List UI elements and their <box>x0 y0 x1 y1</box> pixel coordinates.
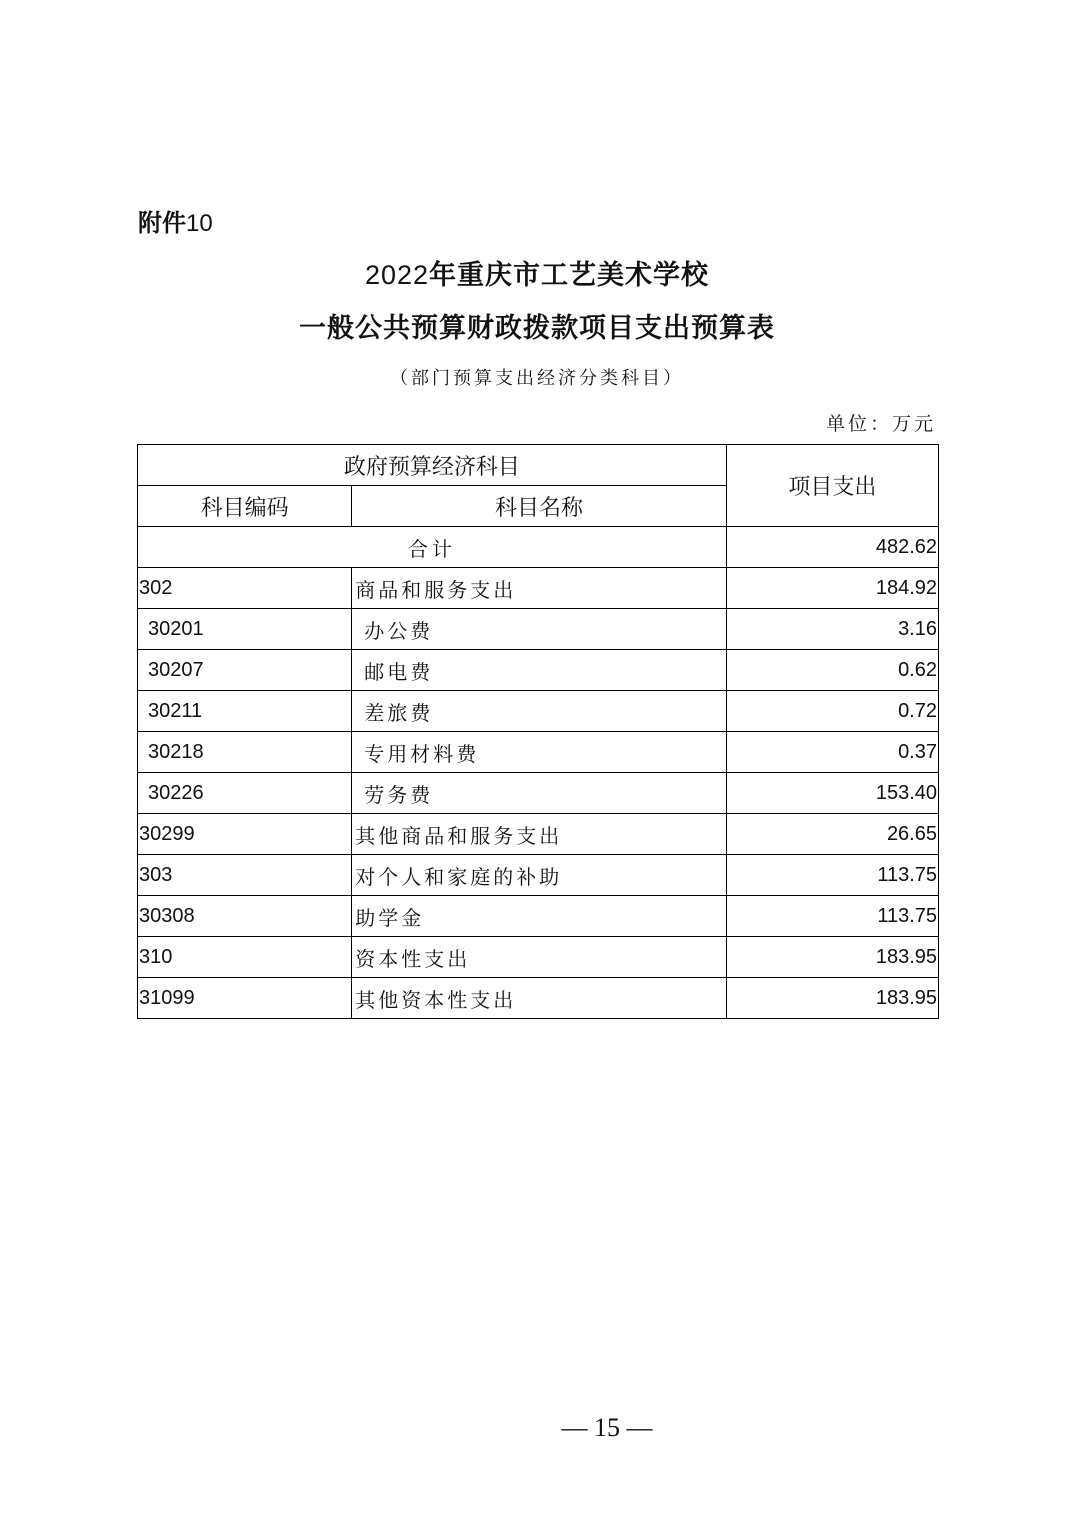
row-amount: 153.40 <box>726 773 938 814</box>
attachment-label <box>138 203 213 238</box>
row-name: 专用材料费 <box>352 732 726 773</box>
row-code: 302 <box>138 568 352 609</box>
row-amount: 113.75 <box>726 896 938 937</box>
row-code: 303 <box>138 855 352 896</box>
total-row <box>138 527 939 568</box>
row-code: 31099 <box>138 978 352 1019</box>
row-name: 对个人和家庭的补助 <box>352 855 726 896</box>
group-header: 政府预算经济科目 <box>138 445 727 486</box>
row-name: 邮电费 <box>352 650 726 691</box>
table-row <box>138 691 939 732</box>
row-amount: 113.75 <box>726 855 938 896</box>
attachment-text: 附件 <box>138 209 186 237</box>
row-amount: 0.37 <box>726 732 938 773</box>
page-subtitle: （部门预算支出经济分类科目） <box>390 368 684 389</box>
row-name: 办公费 <box>352 609 726 650</box>
page-title-line-1 <box>0 253 1074 292</box>
row-code: 30211 <box>138 691 352 732</box>
row-amount: 183.95 <box>726 978 938 1019</box>
attachment-number: 10 <box>186 210 213 237</box>
row-code: 30218 <box>138 732 352 773</box>
row-amount: 0.62 <box>726 650 938 691</box>
code-header: 科目编码 <box>138 486 352 527</box>
table-row <box>138 568 939 609</box>
table-row <box>138 732 939 773</box>
row-name: 其他资本性支出 <box>352 978 726 1019</box>
row-code: 30299 <box>138 814 352 855</box>
name-header: 科目名称 <box>352 486 726 527</box>
table-row <box>138 896 939 937</box>
row-name: 资本性支出 <box>352 937 726 978</box>
row-amount: 184.92 <box>726 568 938 609</box>
row-code: 30226 <box>138 773 352 814</box>
unit-label: 单位：万元 <box>825 413 936 435</box>
table-row <box>138 937 939 978</box>
page-title-line-2: 一般公共预算财政拨款项目支出预算表 <box>299 313 775 344</box>
table-row <box>138 978 939 1019</box>
budget-table <box>137 444 939 1019</box>
row-amount: 0.72 <box>726 691 938 732</box>
row-name: 差旅费 <box>352 691 726 732</box>
table-row <box>138 609 939 650</box>
title-line1-text: 年重庆市工艺美术学校 <box>429 260 710 291</box>
amount-header: 项目支出 <box>726 445 938 527</box>
total-label: 合计 <box>138 527 727 568</box>
row-name: 劳务费 <box>352 773 726 814</box>
table-row <box>138 855 939 896</box>
row-name: 其他商品和服务支出 <box>352 814 726 855</box>
row-name: 助学金 <box>352 896 726 937</box>
row-code: 30207 <box>138 650 352 691</box>
row-code: 310 <box>138 937 352 978</box>
table-row <box>138 814 939 855</box>
table-row <box>138 773 939 814</box>
row-code: 30201 <box>138 609 352 650</box>
row-code: 30308 <box>138 896 352 937</box>
table-row <box>138 650 939 691</box>
page-number: — 15 — <box>561 1413 653 1442</box>
row-amount: 26.65 <box>726 814 938 855</box>
row-amount: 183.95 <box>726 937 938 978</box>
title-year: 2022 <box>364 260 430 290</box>
row-amount: 3.16 <box>726 609 938 650</box>
row-name: 商品和服务支出 <box>352 568 726 609</box>
total-value: 482.62 <box>726 527 938 568</box>
